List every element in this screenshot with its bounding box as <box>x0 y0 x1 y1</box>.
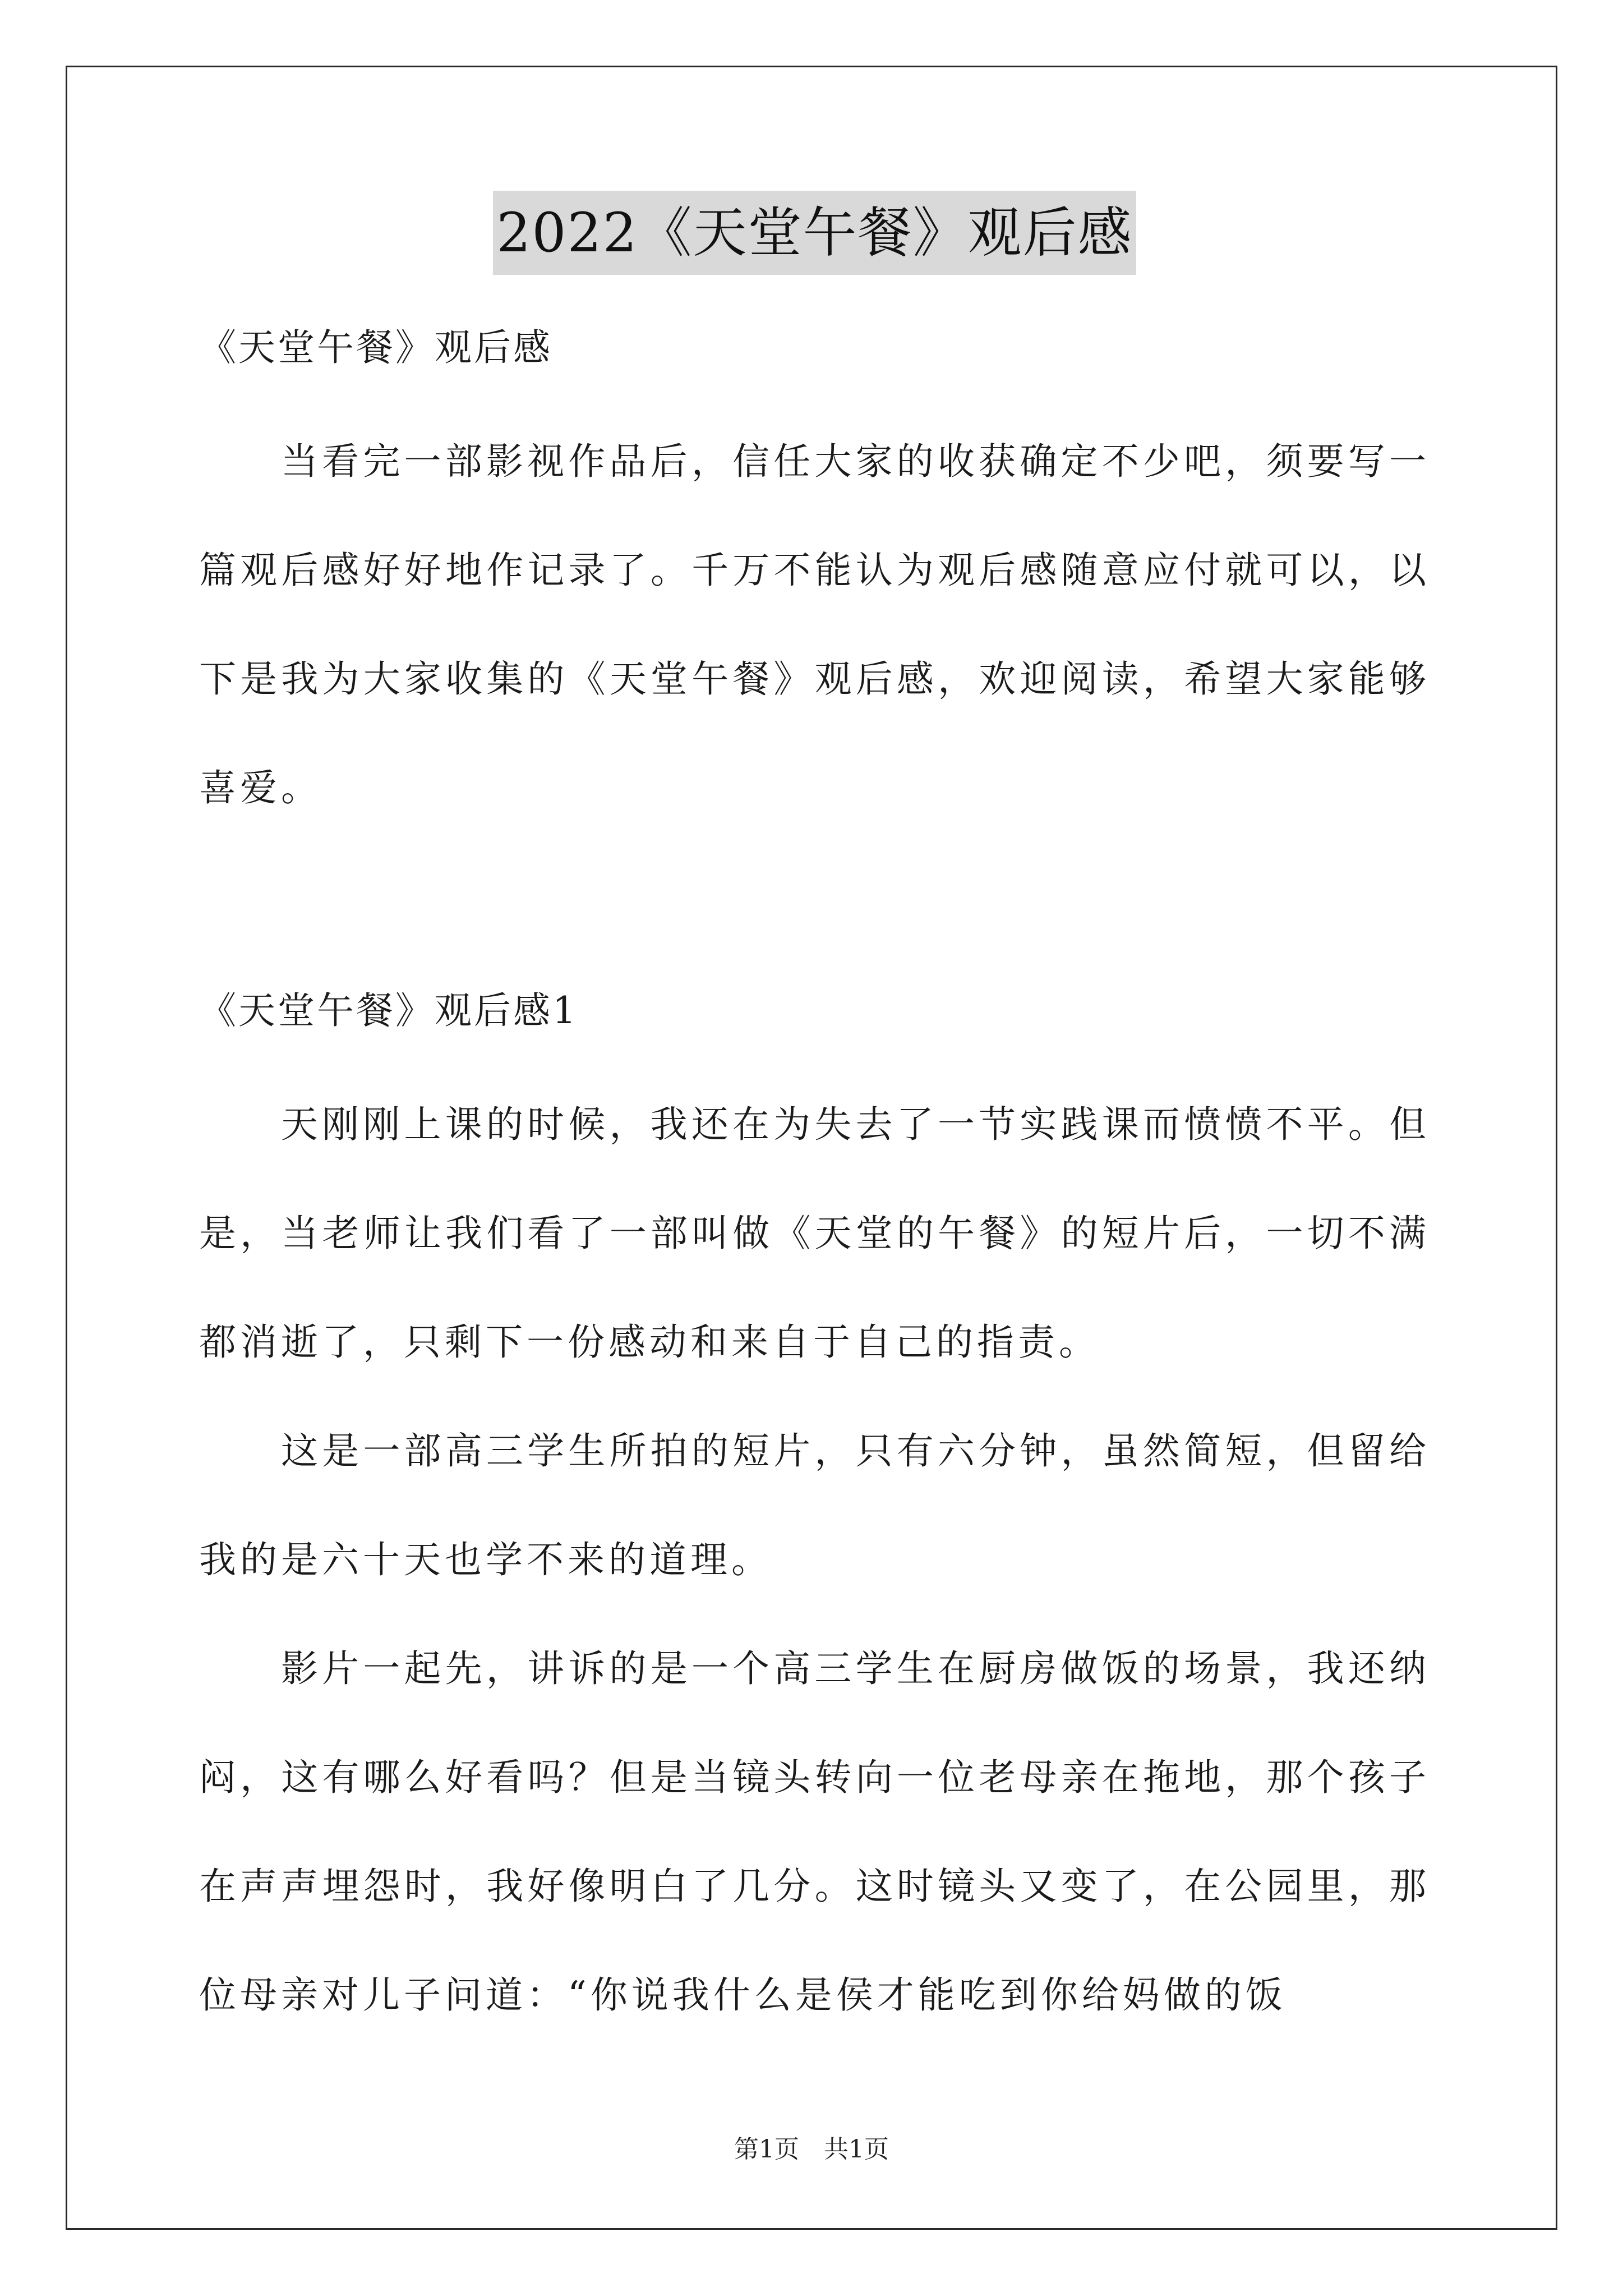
document-body <box>199 191 1430 2050</box>
section1-heading: 《天堂午餐》观后感1 <box>199 989 578 1032</box>
page-footer <box>0 2133 1623 2166</box>
title-wrap <box>199 191 1430 275</box>
section1-paragraph-3: 影片一起先，讲诉的是一个高三学生在厨房做饭的场景，我还纳闷，这有哪么好看吗？但是当镜头转向一位老母亲在拖地，那个孩子在声声埋怨时，我好像明白了几分。这时镜头又变了，在公园里，那位母亲对儿子问道：“你说我什么是侯才能吃到你给妈做的饭 <box>199 1647 1430 2017</box>
section1-paragraph-1: 天刚刚上课的时候，我还在为失去了一节实践课而愤愤不平。但是，当老师让我们看了一部叫做《天堂的午餐》的短片后，一切不满都消逝了，只剩下一份感动和来自于自己的指责。 <box>199 1103 1430 1364</box>
document-title: 2022《天堂午餐》观后感 <box>493 191 1136 275</box>
intro-heading: 《天堂午餐》观后感 <box>199 326 552 369</box>
page-number: 第1页 <box>734 2135 799 2164</box>
intro-paragraph: 当看完一部影视作品后，信任大家的收获确定不少吧，须要写一篇观后感好好地作记录了。千万不能认为观后感随意应付就可以，以下是我为大家收集的《天堂午餐》观后感，欢迎阅读，希望大家能够喜爱。 <box>199 440 1430 809</box>
page-total: 共1页 <box>824 2135 889 2164</box>
section1-paragraph-2: 这是一部高三学生所拍的短片，只有六分钟，虽然简短，但留给我的是六十天也学不来的道理。 <box>199 1429 1430 1581</box>
